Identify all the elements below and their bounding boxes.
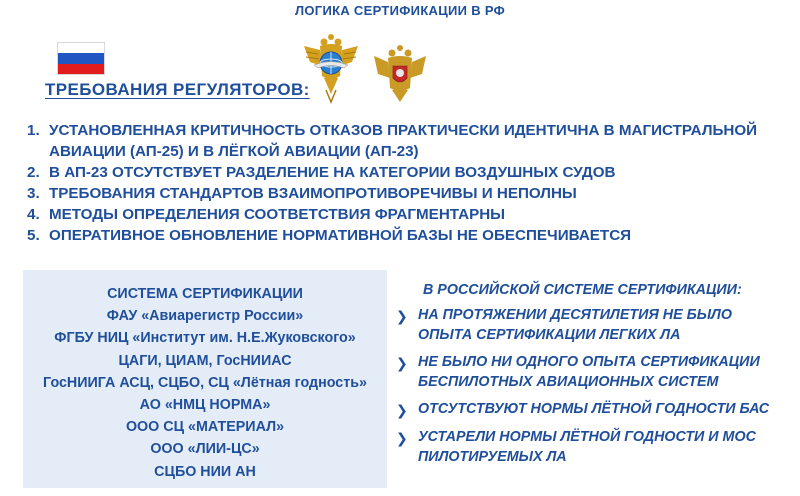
list-item bbox=[396, 305, 788, 345]
mintrans-emblem-icon bbox=[372, 44, 428, 104]
list-item-text: УСТАНОВЛЕННАЯ КРИТИЧНОСТЬ ОТКАЗОВ ПРАКТИЧЕСКИ ИДЕНТИЧНА В МАГИСТРАЛЬНОЙ АВИАЦИИ (АП-25) И В ЛЁГКОЙ АВИАЦИИ (АП-23) bbox=[49, 122, 758, 160]
regulators-list bbox=[27, 121, 787, 247]
chevron-right-icon: ❯ bbox=[396, 355, 408, 371]
russian-flag-icon bbox=[57, 42, 105, 75]
russian-system-list bbox=[396, 305, 788, 474]
list-item bbox=[27, 121, 787, 162]
certification-system-heading: СИСТЕМА СЕРТИФИКАЦИИ bbox=[107, 286, 303, 302]
certification-body: АО «НМЦ НОРМА» bbox=[139, 397, 271, 414]
list-item bbox=[396, 427, 788, 467]
list-item bbox=[27, 184, 787, 205]
list-item-text: НЕ БЫЛО НИ ОДНОГО ОПЫТА СЕРТИФИКАЦИИ БЕСПИЛОТНЫХ АВИАЦИОННЫХ СИСТЕМ bbox=[418, 354, 760, 390]
list-item bbox=[396, 399, 788, 420]
chevron-right-icon: ❯ bbox=[396, 402, 408, 418]
certification-body: ГосНИИГА АСЦ, СЦБО, СЦ «Лётная годность» bbox=[43, 374, 367, 391]
page-title: ЛОГИКА СЕРТИФИКАЦИИ В РФ bbox=[294, 3, 506, 18]
certification-body: ФАУ «Авиарегистр России» bbox=[106, 308, 304, 325]
list-item-text: В АП-23 ОТСУТСТВУЕТ РАЗДЕЛЕНИЕ НА КАТЕГОРИИ ВОЗДУШНЫХ СУДОВ bbox=[49, 163, 616, 181]
certification-system-box bbox=[23, 270, 387, 488]
list-item-number: 4. bbox=[27, 205, 40, 223]
list-item-text: ОПЕРАТИВНОЕ ОБНОВЛЕНИЕ НОРМАТИВНОЙ БАЗЫ НЕ ОБЕСПЕЧИВАЕТСЯ bbox=[49, 226, 632, 244]
russian-system-heading: В РОССИЙСКОЙ СИСТЕМЕ СЕРТИФИКАЦИИ: bbox=[423, 282, 742, 298]
regulators-heading: ТРЕБОВАНИЯ РЕГУЛЯТОРОВ: bbox=[45, 80, 310, 99]
list-item-text: УСТАРЕЛИ НОРМЫ ЛЁТНОЙ ГОДНОСТИ И МОС ПИЛОТИРУЕМЫХ ЛА bbox=[418, 429, 756, 465]
chevron-right-icon: ❯ bbox=[396, 308, 408, 324]
certification-body: ЦАГИ, ЦИАМ, ГосНИИАС bbox=[118, 352, 292, 369]
certification-body: ООО «ЛИИ-ЦС» bbox=[150, 441, 260, 458]
list-item-number: 5. bbox=[27, 226, 40, 244]
chevron-right-icon: ❯ bbox=[396, 430, 408, 446]
list-item-text: ОТСУТСТВУЮТ НОРМЫ ЛЁТНОЙ ГОДНОСТИ БАС bbox=[418, 401, 770, 417]
certification-body: ФГБУ НИЦ «Институт им. Н.Е.Жуковского» bbox=[54, 330, 356, 347]
list-item-text: МЕТОДЫ ОПРЕДЕЛЕНИЯ СООТВЕТСТВИЯ ФРАГМЕНТАРНЫ bbox=[49, 205, 506, 223]
certification-body: СЦБО НИИ АН bbox=[154, 463, 256, 480]
list-item bbox=[396, 352, 788, 392]
list-item-text: НА ПРОТЯЖЕНИИ ДЕСЯТИЛЕТИЯ НЕ БЫЛО ОПЫТА СЕРТИФИКАЦИИ ЛЕГКИХ ЛА bbox=[418, 307, 732, 343]
certification-body: ООО СЦ «МАТЕРИАЛ» bbox=[125, 419, 285, 436]
list-item bbox=[27, 226, 787, 247]
list-item-number: 1. bbox=[27, 122, 40, 139]
list-item bbox=[27, 205, 787, 226]
list-item-number: 3. bbox=[27, 184, 40, 202]
list-item-number: 2. bbox=[27, 163, 40, 181]
list-item bbox=[27, 163, 787, 184]
list-item-text: ТРЕБОВАНИЯ СТАНДАРТОВ ВЗАИМОПРОТИВОРЕЧИВЫ И НЕПОЛНЫ bbox=[49, 184, 577, 202]
